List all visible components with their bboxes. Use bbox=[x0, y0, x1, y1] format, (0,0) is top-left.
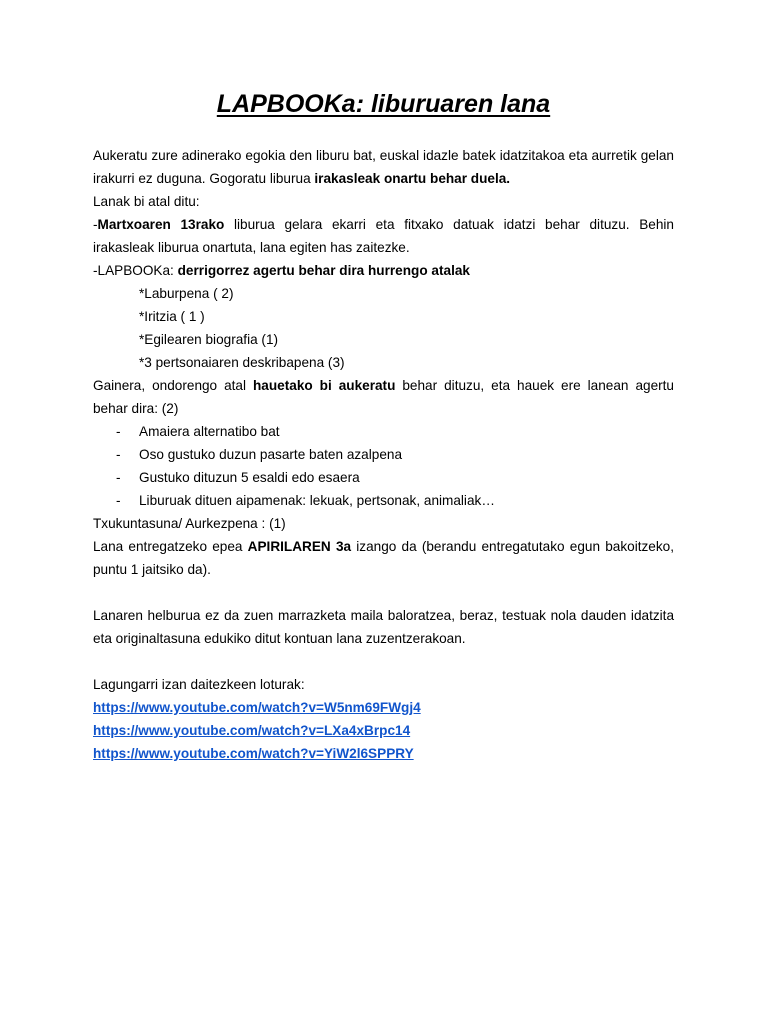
part1-bold-date: Martxoaren 13rako bbox=[97, 217, 225, 232]
required-item: *Egilearen biografia (1) bbox=[139, 332, 279, 347]
optional-item bbox=[93, 420, 674, 443]
optional-bold-text: hauetako bi aukeratu bbox=[253, 378, 396, 393]
optional-text-1: Gainera, ondorengo atal bbox=[93, 378, 253, 393]
two-parts-line: Lanak bi atal ditu: bbox=[93, 194, 200, 209]
deadline-bold-date: APIRILAREN 3a bbox=[247, 539, 352, 554]
optional-item bbox=[93, 489, 674, 512]
deadline-text-1: Lana entregatzeko epea bbox=[93, 539, 248, 554]
required-items-list bbox=[93, 282, 674, 374]
intro-text: Aukeratu zure adinerako egokia den liburu bat, euskal idazle batek idatzitakoa eta aurretik gelan irakurri ez duguna. Gogoratu liburua bbox=[93, 148, 674, 186]
link-line bbox=[93, 719, 674, 742]
part1-text: liburua gelara ekarri eta fitxako datuak idatzi behar dituzu. Behin irakasleak liburua onartuta, lana egiten has zaitezke. bbox=[93, 217, 674, 255]
intro-paragraph bbox=[93, 144, 674, 190]
part2-line bbox=[93, 259, 674, 282]
optional-item-label: Liburuak dituen aipamenak: lekuak, pertsonak, animaliak… bbox=[139, 493, 495, 508]
link-line bbox=[93, 742, 674, 765]
bullet-dash: - bbox=[116, 493, 121, 508]
required-item: *3 pertsonaiaren deskribapena (3) bbox=[139, 355, 345, 370]
optional-items-list bbox=[93, 420, 674, 512]
deadline-text-2: izango da (berandu entregatutako egun bakoitzeko, puntu 1 jaitsiko da). bbox=[93, 539, 674, 577]
youtube-link-1[interactable]: https://www.youtube.com/watch?v=W5nm69FWgj4 bbox=[93, 700, 421, 715]
part1-paragraph bbox=[93, 213, 674, 259]
required-item: *Laburpena ( 2) bbox=[139, 286, 234, 301]
intro-bold-text: irakasleak onartu behar duela. bbox=[314, 171, 511, 186]
youtube-link-3[interactable]: https://www.youtube.com/watch?v=YiW2l6SPPRY bbox=[93, 746, 414, 761]
optional-text-2: behar dituzu, eta hauek ere lanean agertu behar dira: (2) bbox=[93, 378, 674, 416]
bullet-dash: - bbox=[116, 470, 121, 485]
optional-item-label: Oso gustuko duzun pasarte baten azalpena bbox=[139, 447, 403, 462]
optional-item bbox=[93, 466, 674, 489]
blank-line bbox=[93, 581, 674, 604]
optional-paragraph bbox=[93, 374, 674, 420]
optional-item bbox=[93, 443, 674, 466]
part2-bold-text: derrigorrez agertu behar dira hurrengo atalak bbox=[177, 263, 470, 278]
link-line bbox=[93, 696, 674, 719]
page-title: LAPBOOKa: liburuaren lana bbox=[216, 90, 551, 118]
part1-prefix: - bbox=[93, 217, 98, 232]
optional-item-label: Amaiera alternatibo bat bbox=[139, 424, 280, 439]
links-intro: Lagungarri izan daitezkeen loturak: bbox=[93, 677, 305, 692]
goal-paragraph: Lanaren helburua ez da zuen marrazketa maila baloratzea, beraz, testuak nola dauden idatzita eta originaltasuna edukiko ditut kontuan lana zuzentzerakoan. bbox=[93, 608, 674, 646]
document-body bbox=[93, 144, 674, 765]
youtube-link-2[interactable]: https://www.youtube.com/watch?v=LXa4xBrpc14 bbox=[93, 723, 411, 738]
deadline-paragraph bbox=[93, 535, 674, 581]
bullet-dash: - bbox=[116, 447, 121, 462]
neatness-line: Txukuntasuna/ Aurkezpena : (1) bbox=[93, 516, 286, 531]
bullet-dash: - bbox=[116, 424, 121, 439]
required-item: *Iritzia ( 1 ) bbox=[139, 309, 205, 324]
part2-prefix: -LAPBOOKa: bbox=[93, 263, 178, 278]
optional-item-label: Gustuko dituzun 5 esaldi edo esaera bbox=[139, 470, 360, 485]
blank-line bbox=[93, 650, 674, 673]
